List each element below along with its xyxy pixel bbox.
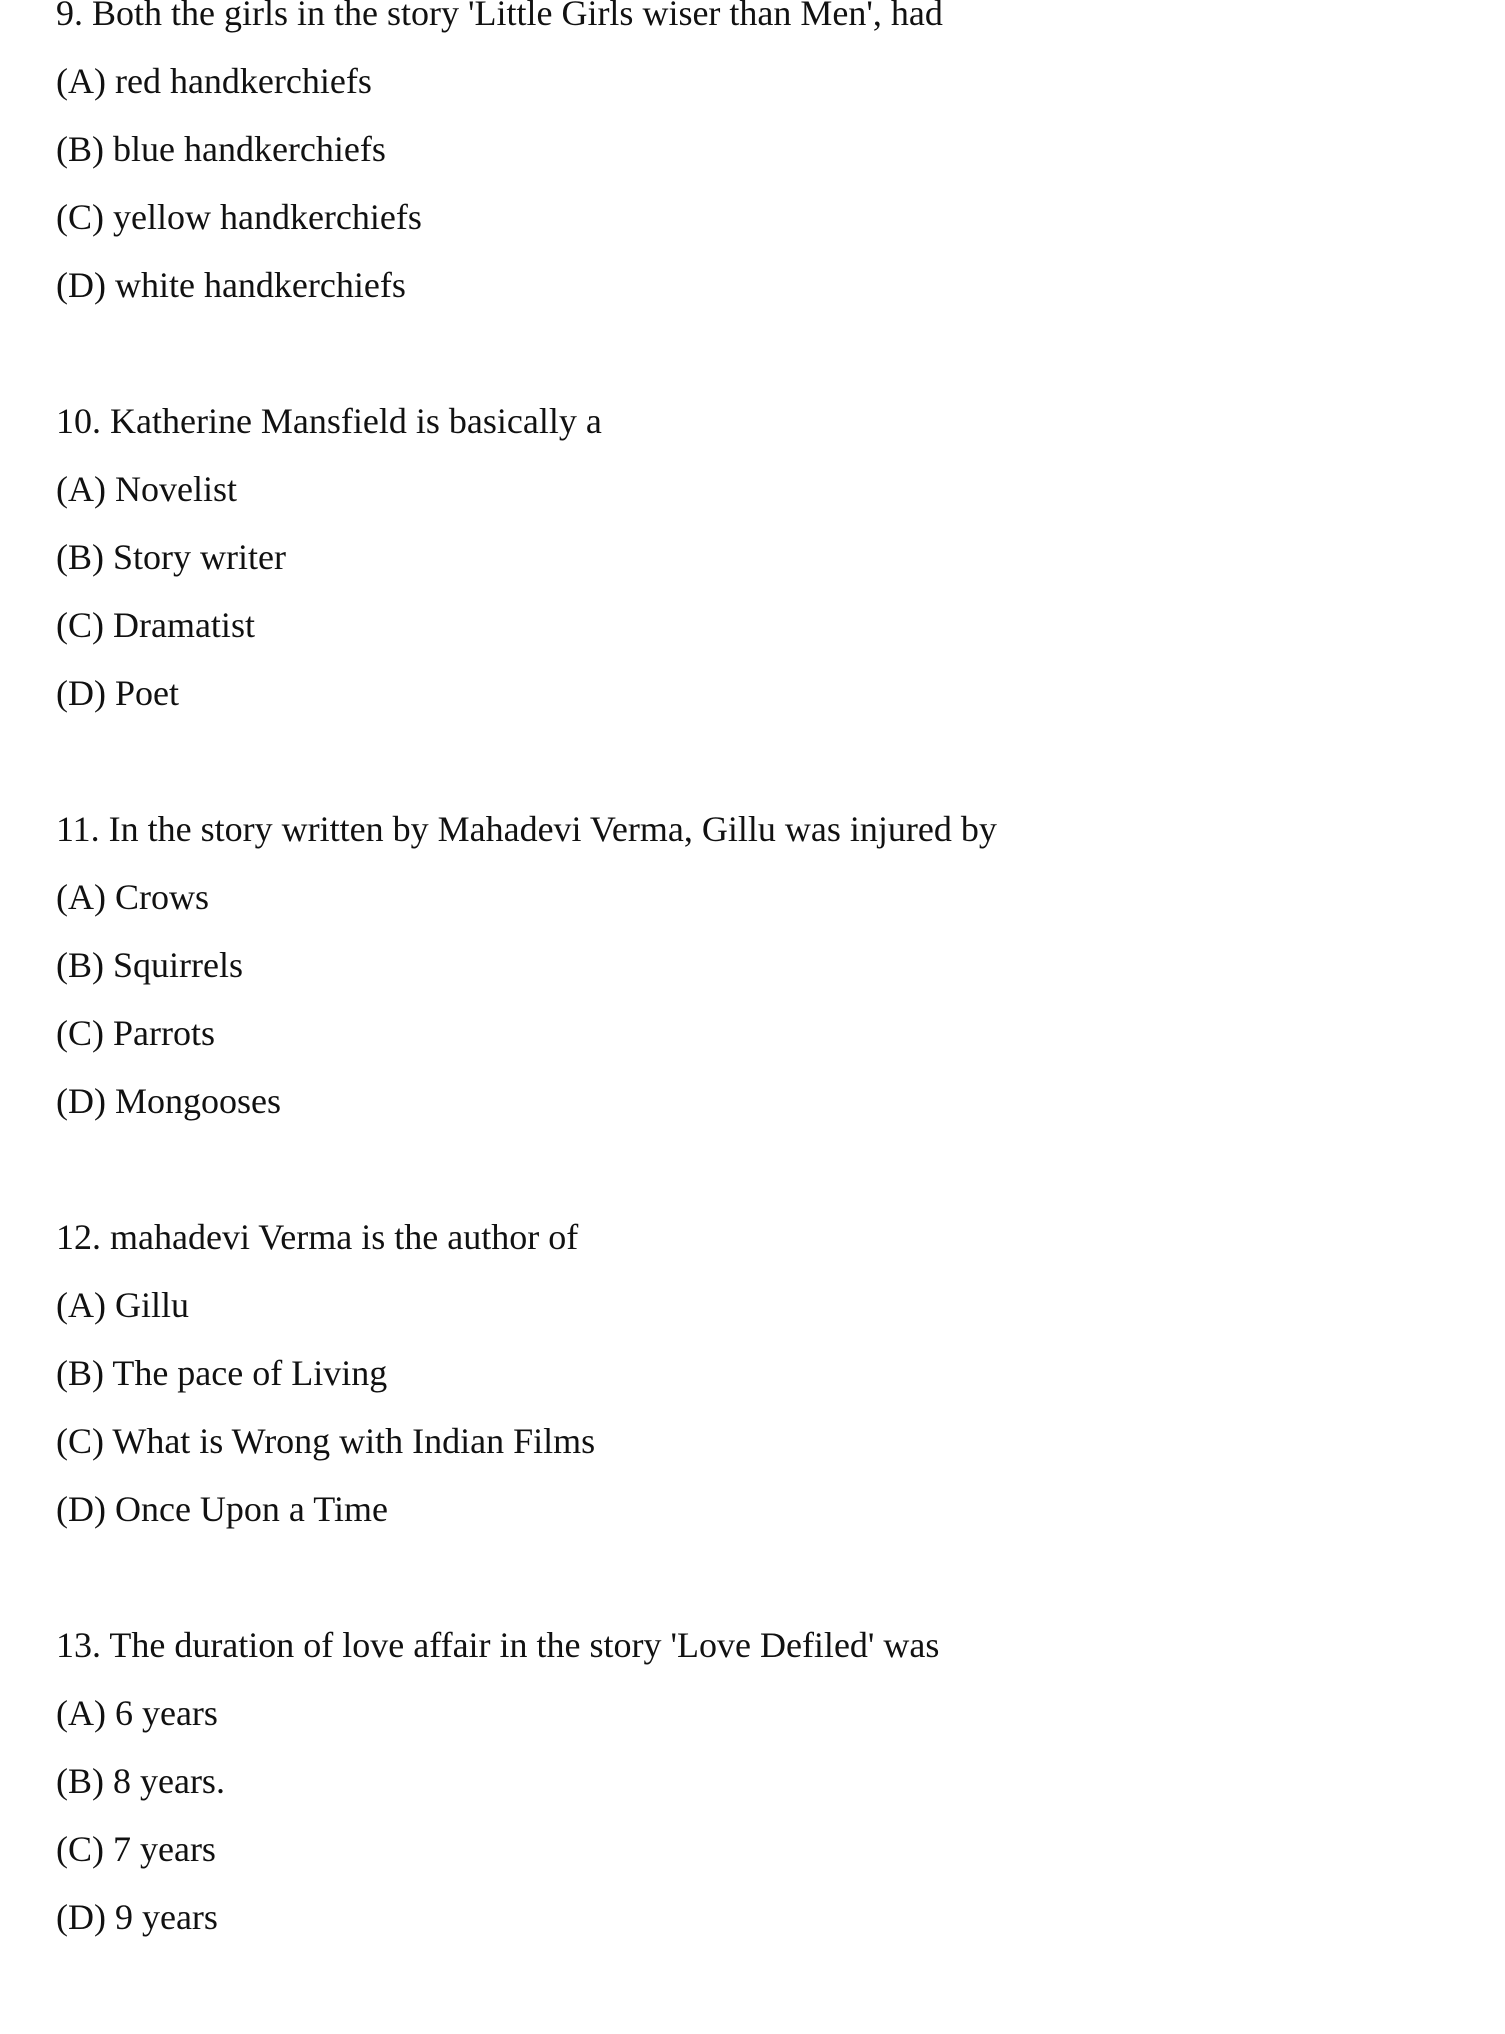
option-a: (A) Novelist [56, 469, 237, 509]
option-c: (C) Parrots [56, 1013, 215, 1053]
option-a: (A) 6 years [56, 1693, 218, 1733]
option-d: (D) Mongooses [56, 1081, 281, 1121]
option-c: (C) What is Wrong with Indian Films [56, 1421, 596, 1461]
option-a: (A) Crows [56, 877, 209, 917]
option-b: (B) 8 years. [56, 1761, 225, 1801]
question-text: 9. Both the girls in the story 'Little Girls wiser than Men', had [56, 0, 943, 33]
question-text: 10. Katherine Mansfield is basically a [56, 401, 602, 441]
question-text: 13. The duration of love affair in the story 'Love Defiled' was [56, 1625, 940, 1665]
option-b: (B) Story writer [56, 537, 286, 577]
option-a: (A) red handkerchiefs [56, 61, 372, 101]
option-a: (A) Gillu [56, 1285, 189, 1325]
option-b: (B) Squirrels [56, 945, 243, 985]
question-10 [56, 387, 997, 727]
option-d: (D) white handkerchiefs [56, 265, 406, 305]
option-c: (C) 7 years [56, 1829, 216, 1869]
question-text: 12. mahadevi Verma is the author of [56, 1217, 579, 1257]
option-b: (B) blue handkerchiefs [56, 129, 386, 169]
question-12 [56, 1203, 997, 1543]
question-13 [56, 1611, 997, 1951]
question-text: 11. In the story written by Mahadevi Verma, Gillu was injured by [56, 809, 997, 849]
document-page [56, 0, 997, 2019]
option-d: (D) 9 years [56, 1897, 218, 1937]
option-d: (D) Once Upon a Time [56, 1489, 388, 1529]
option-b: (B) The pace of Living [56, 1353, 388, 1393]
option-c: (C) Dramatist [56, 605, 255, 645]
question-9 [56, 0, 997, 319]
option-c: (C) yellow handkerchiefs [56, 197, 422, 237]
option-d: (D) Poet [56, 673, 179, 713]
question-11 [56, 795, 997, 1135]
